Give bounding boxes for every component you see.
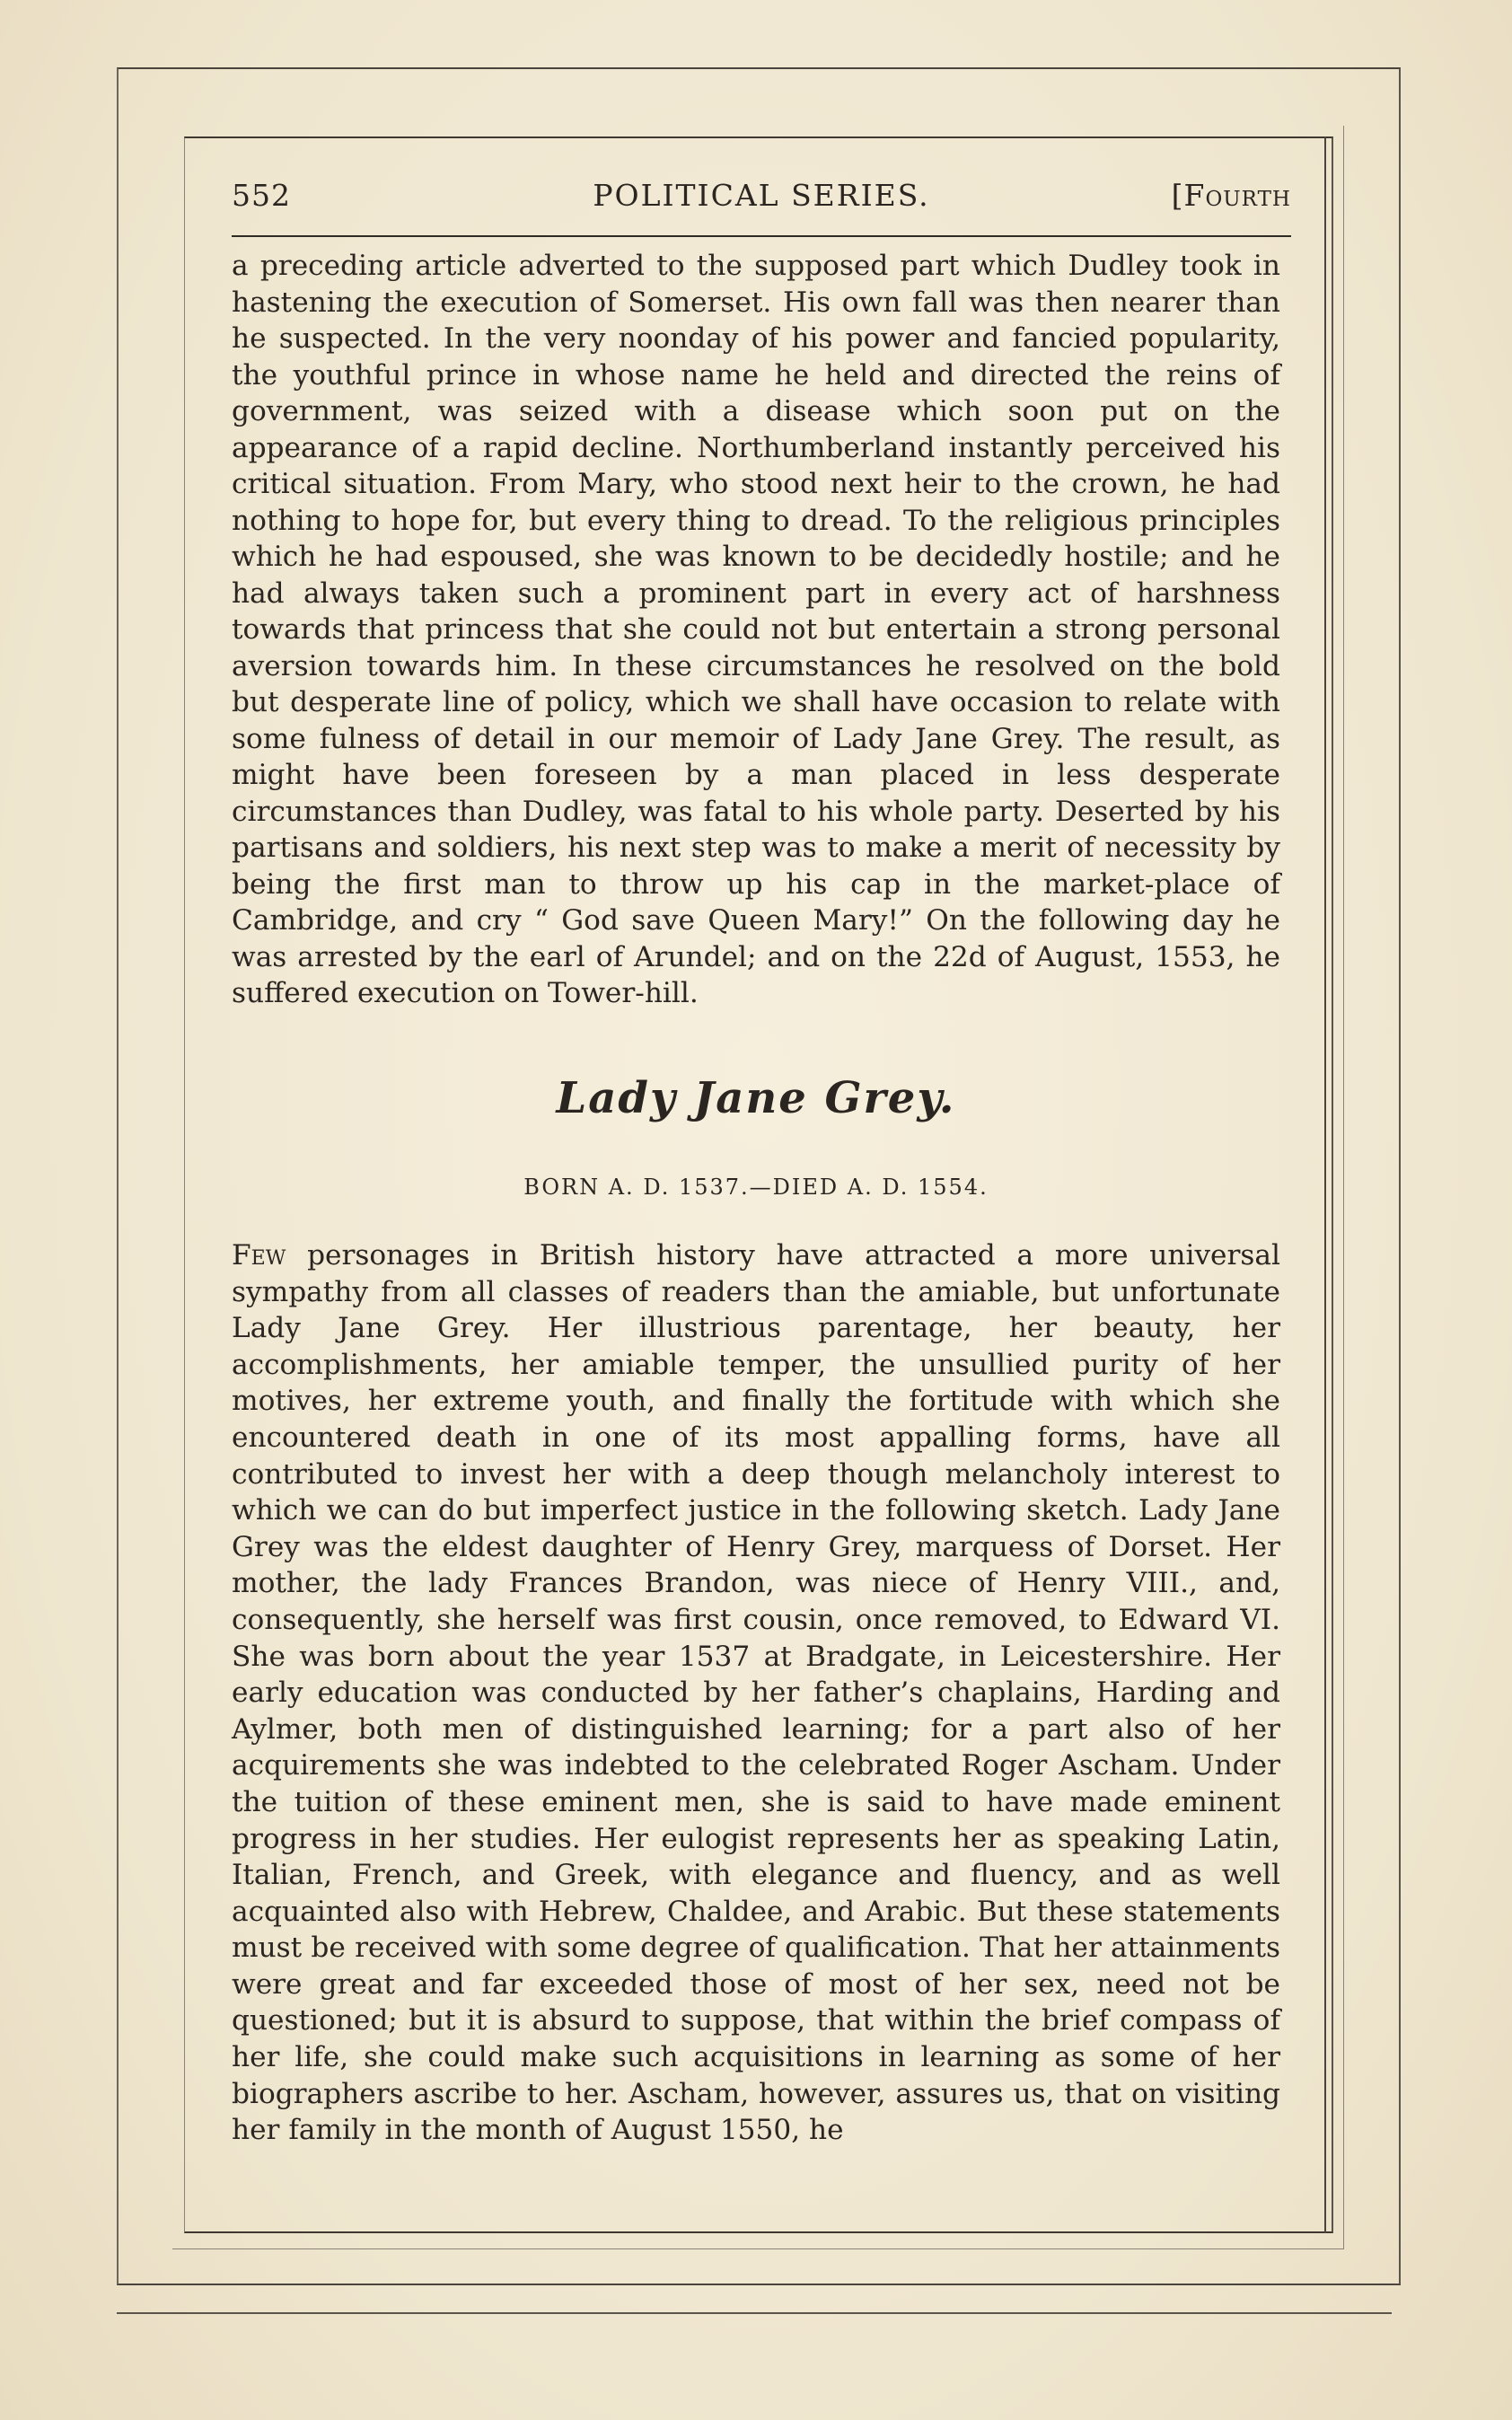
paragraph-body: personages in British history have attracted a more universal sympathy from all classes of readers than the amiable, but unfortunate Lady Jane Grey. Her illustrious parentage, her beauty, her accomplishments, her amiable temper, the unsullied purity of her motives, her extreme youth, and finally the fortitude with which she encountered death in one of its most appalling forms, have all contributed to invest her with a deep though melancholy interest to which we can do but imperfect justice in the following sketch. Lady Jane Grey was the eldest daughter of Henry Grey, marquess of Dorset. Her mother, the lady Frances Brandon, was niece of Henry VIII., and, consequently, she herself was first cousin, once removed, to Edward VI. She was born about the year 1537 at Bradgate, in Leicestershire. Her early education was conducted by her father’s chaplains, Harding and Aylmer, both men of distinguished learning; for a part also of her acquirements she was indebted to the celebrated Roger Ascham. Under the tuition of these eminent men, she is said to have made eminent progress in her studies. Her eulogist represents her as speaking Latin, Italian, French, and Greek, with elegance and fluency, and as well acquainted also with Hebrew, Chaldee, and Arabic. But these statements must be received with some degree of qualification. That her attainments were great and far exceeded those of most of her sex, need not be questioned; but it is absurd to suppose, that within the brief compass of her life, she could make such acquisitions in learning as some of her biographers ascribe to her. Ascham, however, assures us, that on visiting her family in the month of August 1550, he — [232, 1239, 1280, 2147]
page-number: 552 — [232, 178, 291, 213]
section-dates: BORN A. D. 1537.—DIED A. D. 1554. — [523, 1175, 989, 1200]
header-rule — [232, 235, 1291, 237]
outer-bottom-rule — [117, 2312, 1392, 2314]
section-heading: Lady Jane Grey. — [556, 1073, 956, 1123]
section-mark: [Fourth — [1171, 178, 1291, 213]
running-header — [232, 178, 1291, 223]
running-title: POLITICAL SERIES. — [593, 178, 930, 213]
paragraph-text — [232, 1237, 1280, 2149]
opening-word: Few — [232, 1239, 286, 1272]
paragraph-dudley — [232, 248, 1280, 1012]
right-margin-rule — [1324, 136, 1326, 2233]
paragraph-jane-grey — [232, 1237, 1280, 2149]
paragraph-text: a preceding article adverted to the supposed part which Dudley took in hastening the execution of Somerset. His own fall was then nearer than he suspected. In the very noonday of his power and fancied popularity, the youthful prince in whose name he held and directed the reins of government, was seized with a disease which soon put on the appearance of a rapid decline. Northumberland instantly perceived his critical situation. From Mary, who stood next heir to the crown, he had nothing to hope for, but every thing to dread. To the religious principles which he had espoused, she was known to be decidedly hostile; and he had always taken such a prominent part in every act of harshness towards that princess that she could not but entertain a strong personal aversion towards him. In these circumstances he resolved on the bold but desperate line of policy, which we shall have occasion to relate with some fulness of detail in our memoir of Lady Jane Grey. The result, as might have been foreseen by a man placed in less desperate circumstances than Dudley, was fatal to his whole party. Deserted by his partisans and soldiers, his next step was to make a merit of necessity by being the first man to throw up his cap in the market-place of Cambridge, and cry “ God save Queen Mary!” On the following day he was arrested by the earl of Arundel; and on the 22d of August, 1553, he suffered execution on Tower-hill. — [232, 250, 1280, 1009]
